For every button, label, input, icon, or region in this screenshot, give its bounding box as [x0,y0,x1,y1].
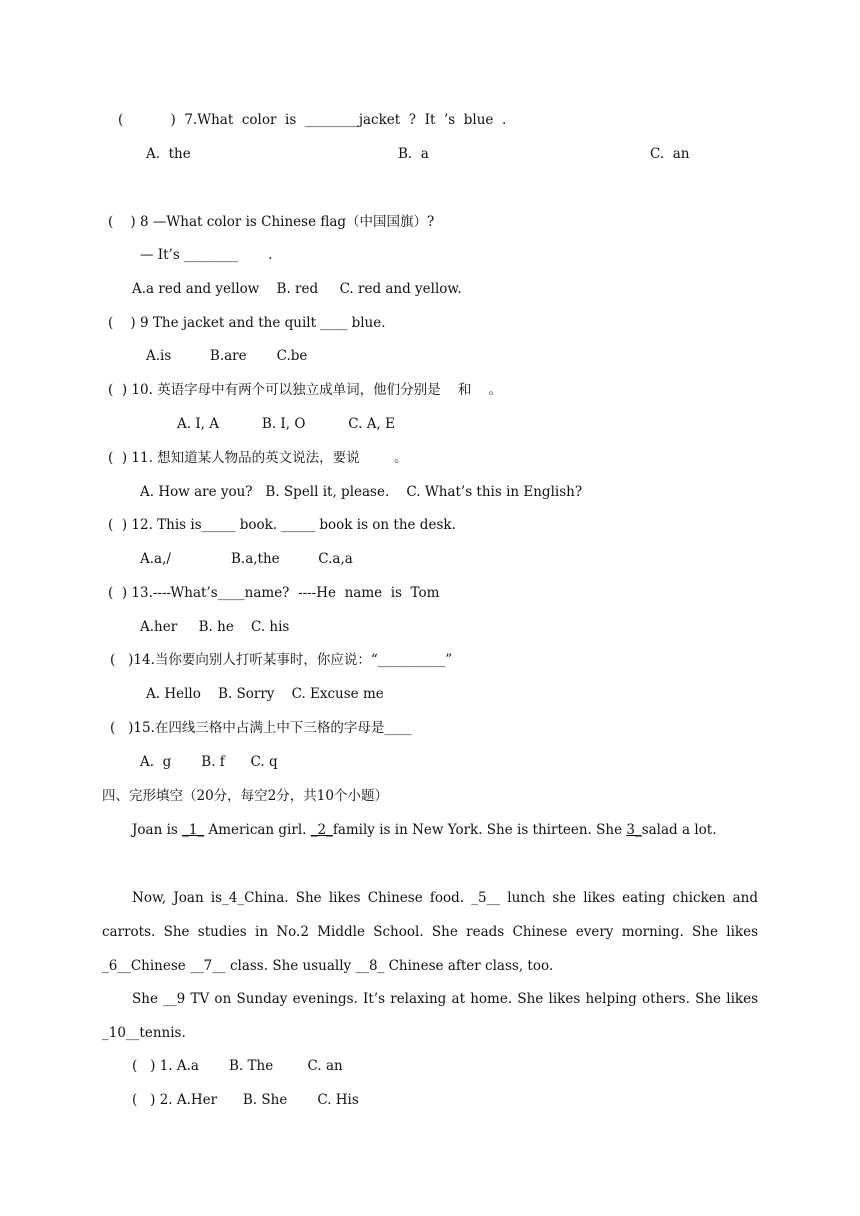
question-11-options: A. How are you? B. Spell it, please. C. What’s this in English? [140,484,583,500]
blank-1: _1_ [182,822,205,838]
question-13-stem: ( ) 13.----What’s____name? ----He name is Tom [108,585,440,601]
question-13-options: A.her B. he C. his [140,619,290,635]
passage-p1-text-1: Joan is [132,822,183,838]
question-11-stem: ( ) 11. 想知道某人物品的英文说法，要说 。 [108,450,408,466]
section-4-heading: 四、完形填空（20分，每空2分，共10个小题） [102,788,388,804]
question-7-option-a: A. the [146,146,191,162]
question-7-option-c: C. an [650,146,690,162]
passage-paragraph-2: Now, Joan is_4_China. She likes Chinese food. _5__ lunch she likes eating chicken and carrots. She studies in No.2 Middle School. She reads Chinese every morning. She likes _6__Chinese __7__ class. She usually __8_ Chinese after class, too. [102,890,758,974]
question-10-options: A. I, A B. I, O C. A, E [177,416,395,432]
question-12-stem: ( ) 12. This is_____ book. _____ book is on the desk. [108,517,456,533]
cloze-item-1: ( ) 1. A.a B. The C. an [132,1058,343,1074]
question-14-stem: ( )14.当你要向别人打听某事时，你应说：“__________” [110,652,453,668]
question-12-options: A.a,/ B.a,the C.a,a [140,551,353,567]
question-7-stem: ( ) 7.What color is ________jacket ? It ’s blue . [118,112,507,128]
passage-paragraph-3: She __9 TV on Sunday evenings. It’s relaxing at home. She likes helping others. She likes _10__tennis. [102,991,758,1041]
question-8-stem: ( ) 8 —What color is Chinese flag（中国国旗）? [108,214,435,230]
question-14-options: A. Hello B. Sorry C. Excuse me [146,686,384,702]
question-8-answer-line: — It’s ________ . [140,247,273,263]
blank-2: _2_ [310,822,333,838]
question-9-options: A.is B.are C.be [146,348,308,364]
question-8-options: A.a red and yellow B. red C. red and yellow. [132,281,462,297]
question-15-options: A. g B. f C. q [140,754,278,770]
passage-p1-text-3: family is in New York. She is thirteen. She [332,822,627,838]
question-7-option-b: B. a [398,146,429,162]
passage-p1-text-4: salad a lot. [641,822,717,838]
question-15-stem: ( )15.在四线三格中占满上中下三格的字母是____ [110,720,412,736]
passage-paragraph-1 [102,813,758,847]
blank-3: 3_ [626,822,642,838]
question-9-stem: ( ) 9 The jacket and the quilt ____ blue. [108,315,386,331]
passage-p1-text-2: American girl. [204,822,311,838]
question-10-stem: ( ) 10. 英语字母中有两个可以独立成单词，他们分别是 和 。 [108,382,502,398]
cloze-item-2: ( ) 2. A.Her B. She C. His [132,1092,359,1108]
